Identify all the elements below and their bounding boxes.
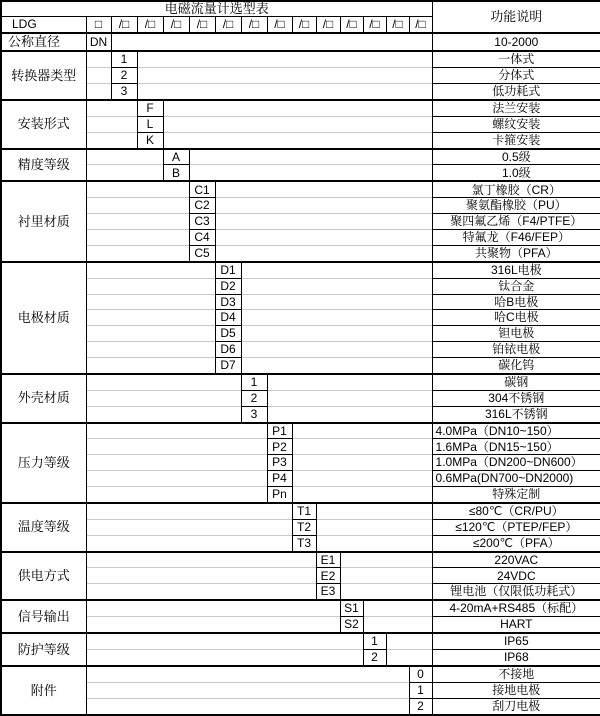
option-row: [1, 357, 600, 373]
option-code: D1: [215, 262, 241, 278]
function-column-header: 功能说明: [432, 1, 600, 33]
option-code: D4: [215, 310, 241, 326]
option-desc: 特殊定制: [432, 486, 600, 502]
filler-cell: [86, 423, 267, 439]
option-row: [1, 132, 600, 148]
filler-cell: [86, 181, 189, 197]
model-digit-box: /□: [111, 17, 137, 33]
filler-cell: [86, 278, 215, 294]
filler-cell: [340, 568, 432, 584]
filler-cell: [316, 519, 432, 535]
model-digit-box: /□: [241, 17, 267, 33]
option-desc: 1.6MPa（DN15~150）: [432, 439, 600, 455]
filler-cell: [86, 600, 340, 616]
title-row: [1, 1, 600, 17]
option-desc: 聚四氟乙烯（F4/PTFE）: [432, 214, 600, 230]
filler-cell: [189, 165, 432, 181]
model-digit-box: /□: [137, 17, 163, 33]
filler-cell: [292, 455, 432, 471]
option-row: [1, 100, 600, 116]
option-code: 3: [111, 83, 137, 99]
option-row: [1, 439, 600, 455]
option-row: [1, 552, 600, 568]
option-desc: 钽电极: [432, 326, 600, 342]
option-desc: 哈B电极: [432, 294, 600, 310]
diameter-code: DN: [86, 33, 111, 51]
option-code: 2: [363, 650, 386, 666]
filler-cell: [316, 503, 432, 519]
option-code: C1: [189, 181, 215, 197]
option-desc: 特氟龙（F46/FEP）: [432, 229, 600, 245]
option-code: P2: [267, 439, 292, 455]
model-digit-box: /□: [386, 17, 409, 33]
filler-cell: [86, 51, 111, 67]
option-code: C3: [189, 214, 215, 230]
filler-cell: [86, 245, 189, 261]
option-desc: 分体式: [432, 68, 600, 84]
filler-cell: [86, 132, 137, 148]
filler-cell: [386, 633, 432, 649]
filler-cell: [86, 390, 241, 406]
filler-cell: [86, 568, 316, 584]
option-row: [1, 455, 600, 471]
option-row: [1, 390, 600, 406]
category-label: 温度等级: [1, 503, 86, 552]
option-desc: ≤200℃（PFA）: [432, 535, 600, 551]
filler-cell: [86, 374, 241, 390]
option-code: 2: [409, 698, 432, 715]
option-row: [1, 68, 600, 84]
filler-cell: [86, 584, 316, 600]
filler-cell: [163, 132, 432, 148]
filler-cell: [316, 535, 432, 551]
filler-cell: [267, 390, 432, 406]
filler-cell: [86, 698, 409, 715]
option-row: [1, 116, 600, 132]
category-label: 精度等级: [1, 149, 86, 182]
model-digit-box: /□: [215, 17, 241, 33]
option-code: T3: [292, 535, 316, 551]
option-desc: 304不锈钢: [432, 390, 600, 406]
filler-cell: [86, 116, 137, 132]
filler-cell: [86, 214, 189, 230]
option-row: [1, 51, 600, 67]
option-code: C4: [189, 229, 215, 245]
option-row: [1, 245, 600, 261]
option-desc: 1.0级: [432, 165, 600, 181]
option-row: [1, 698, 600, 715]
filler-cell: [241, 294, 432, 310]
option-desc: 316L电极: [432, 262, 600, 278]
filler-cell: [241, 278, 432, 294]
filler-cell: [215, 198, 432, 214]
option-code: Pn: [267, 486, 292, 502]
model-digit-box: /□: [189, 17, 215, 33]
filler-cell: [86, 455, 267, 471]
option-desc: 0.6MPa(DN700~DN2000): [432, 471, 600, 487]
option-desc: 4.0MPa（DN10~150）: [432, 423, 600, 439]
option-code: E1: [316, 552, 340, 568]
option-code: 1: [111, 51, 137, 67]
option-code: F: [137, 100, 163, 116]
option-code: D7: [215, 357, 241, 373]
category-label: 防护等级: [1, 633, 86, 666]
filler-cell: [241, 357, 432, 373]
diameter-row: [1, 33, 600, 51]
category-label: 附件: [1, 666, 86, 715]
filler-cell: [86, 682, 409, 698]
option-desc: 低功耗式: [432, 83, 600, 99]
filler-cell: [111, 33, 432, 51]
filler-cell: [86, 633, 363, 649]
category-label: 电极材质: [1, 262, 86, 374]
filler-cell: [163, 116, 432, 132]
option-desc: 碳化钨: [432, 357, 600, 373]
option-row: [1, 666, 600, 682]
option-desc: 碳钢: [432, 374, 600, 390]
option-code: D5: [215, 326, 241, 342]
option-row: [1, 181, 600, 197]
option-desc: 共聚物（PFA）: [432, 245, 600, 261]
page-title: 电磁流量计选型表: [1, 1, 432, 17]
option-row: [1, 214, 600, 230]
option-desc: ≤80℃（CR/PU）: [432, 503, 600, 519]
option-row: [1, 471, 600, 487]
filler-cell: [86, 666, 409, 682]
filler-cell: [215, 181, 432, 197]
option-row: [1, 374, 600, 390]
diameter-desc: 10-2000: [432, 33, 600, 51]
model-digit-box: /□: [163, 17, 189, 33]
option-code: S1: [340, 600, 363, 616]
option-code: T2: [292, 519, 316, 535]
filler-cell: [363, 600, 432, 616]
option-code: 2: [241, 390, 267, 406]
filler-cell: [215, 229, 432, 245]
model-digit-box: /□: [409, 17, 432, 33]
model-digit-box: □: [86, 17, 111, 33]
option-desc: 锂电池（仅限低功耗式）: [432, 584, 600, 600]
option-row: [1, 278, 600, 294]
option-desc: 氯丁橡胶（CR）: [432, 181, 600, 197]
option-code: D2: [215, 278, 241, 294]
option-code: D6: [215, 342, 241, 358]
option-desc: 不接地: [432, 666, 600, 682]
category-label: 安装形式: [1, 100, 86, 149]
option-row: [1, 617, 600, 633]
filler-cell: [86, 439, 267, 455]
filler-cell: [86, 519, 292, 535]
option-code: S2: [340, 617, 363, 633]
filler-cell: [241, 262, 432, 278]
filler-cell: [86, 503, 292, 519]
option-row: [1, 198, 600, 214]
option-code: P3: [267, 455, 292, 471]
filler-cell: [267, 374, 432, 390]
filler-cell: [86, 294, 215, 310]
filler-cell: [86, 149, 163, 165]
filler-cell: [292, 486, 432, 502]
option-desc: 一体式: [432, 51, 600, 67]
filler-cell: [86, 342, 215, 358]
option-desc: 220VAC: [432, 552, 600, 568]
option-desc: 刮刀电极: [432, 698, 600, 715]
option-row: [1, 83, 600, 99]
option-row: [1, 584, 600, 600]
option-code: 1: [409, 682, 432, 698]
option-code: E2: [316, 568, 340, 584]
option-row: [1, 633, 600, 649]
option-row: [1, 229, 600, 245]
filler-cell: [241, 326, 432, 342]
category-label: 衬里材质: [1, 181, 86, 261]
filler-cell: [86, 100, 137, 116]
filler-cell: [86, 326, 215, 342]
option-code: 2: [111, 68, 137, 84]
category-label: 供电方式: [1, 552, 86, 601]
option-desc: HART: [432, 617, 600, 633]
filler-cell: [86, 617, 340, 633]
option-row: [1, 165, 600, 181]
filler-cell: [163, 100, 432, 116]
option-row: [1, 486, 600, 502]
filler-cell: [340, 552, 432, 568]
filler-cell: [86, 310, 215, 326]
filler-cell: [86, 406, 241, 422]
option-desc: 卡箍安装: [432, 132, 600, 148]
filler-cell: [137, 68, 432, 84]
filler-cell: [292, 439, 432, 455]
category-label: 转换器类型: [1, 51, 86, 100]
filler-cell: [86, 471, 267, 487]
filler-cell: [292, 471, 432, 487]
filler-cell: [340, 584, 432, 600]
filler-cell: [137, 83, 432, 99]
filler-cell: [386, 650, 432, 666]
filler-cell: [86, 68, 111, 84]
option-code: T1: [292, 503, 316, 519]
option-row: [1, 682, 600, 698]
model-digit-box: /□: [292, 17, 316, 33]
category-label: 信号输出: [1, 600, 86, 633]
option-code: B: [163, 165, 189, 181]
option-row: [1, 149, 600, 165]
filler-cell: [86, 198, 189, 214]
option-row: [1, 326, 600, 342]
category-label-diameter: 公称直径: [1, 33, 86, 51]
option-row: [1, 503, 600, 519]
filler-cell: [86, 552, 316, 568]
category-label: 压力等级: [1, 423, 86, 503]
option-desc: 螺纹安装: [432, 116, 600, 132]
option-desc: 接地电极: [432, 682, 600, 698]
filler-cell: [189, 149, 432, 165]
model-prefix: LDG: [1, 17, 86, 33]
filler-cell: [292, 423, 432, 439]
option-code: A: [163, 149, 189, 165]
filler-cell: [86, 486, 267, 502]
option-desc: 316L不锈钢: [432, 406, 600, 422]
option-row: [1, 535, 600, 551]
option-desc: 4-20mA+RS485（标配）: [432, 600, 600, 616]
filler-cell: [86, 83, 111, 99]
option-row: [1, 568, 600, 584]
option-code: P1: [267, 423, 292, 439]
option-code: 0: [409, 666, 432, 682]
option-row: [1, 519, 600, 535]
filler-cell: [86, 262, 215, 278]
option-desc: IP68: [432, 650, 600, 666]
option-desc: IP65: [432, 633, 600, 649]
filler-cell: [86, 229, 189, 245]
option-desc: 1.0MPa（DN200~DN600）: [432, 455, 600, 471]
option-desc: ≤120℃（PTEP/FEP）: [432, 519, 600, 535]
model-digit-box: /□: [340, 17, 363, 33]
option-desc: 哈C电极: [432, 310, 600, 326]
option-desc: 24VDC: [432, 568, 600, 584]
option-row: [1, 262, 600, 278]
option-row: [1, 600, 600, 616]
option-desc: 钛合金: [432, 278, 600, 294]
filler-cell: [215, 245, 432, 261]
option-code: 1: [241, 374, 267, 390]
option-code: 1: [363, 633, 386, 649]
filler-cell: [267, 406, 432, 422]
model-digit-box: /□: [316, 17, 340, 33]
option-code: C2: [189, 198, 215, 214]
option-code: L: [137, 116, 163, 132]
filler-cell: [137, 51, 432, 67]
option-row: [1, 423, 600, 439]
filler-cell: [86, 357, 215, 373]
option-row: [1, 406, 600, 422]
filler-cell: [86, 165, 163, 181]
category-label: 外壳材质: [1, 374, 86, 423]
model-digit-box: /□: [363, 17, 386, 33]
filler-cell: [241, 310, 432, 326]
option-desc: 法兰安装: [432, 100, 600, 116]
option-row: [1, 650, 600, 666]
option-desc: 0.5级: [432, 149, 600, 165]
option-desc: 铂铱电极: [432, 342, 600, 358]
option-desc: 聚氨酯橡胶（PU）: [432, 198, 600, 214]
option-code: D3: [215, 294, 241, 310]
option-code: K: [137, 132, 163, 148]
filler-cell: [363, 617, 432, 633]
option-code: 3: [241, 406, 267, 422]
option-row: [1, 342, 600, 358]
filler-cell: [86, 650, 363, 666]
option-code: P4: [267, 471, 292, 487]
option-row: [1, 310, 600, 326]
option-row: [1, 294, 600, 310]
option-code: E3: [316, 584, 340, 600]
model-digit-box: /□: [267, 17, 292, 33]
filler-cell: [215, 214, 432, 230]
filler-cell: [86, 535, 292, 551]
filler-cell: [241, 342, 432, 358]
option-code: C5: [189, 245, 215, 261]
